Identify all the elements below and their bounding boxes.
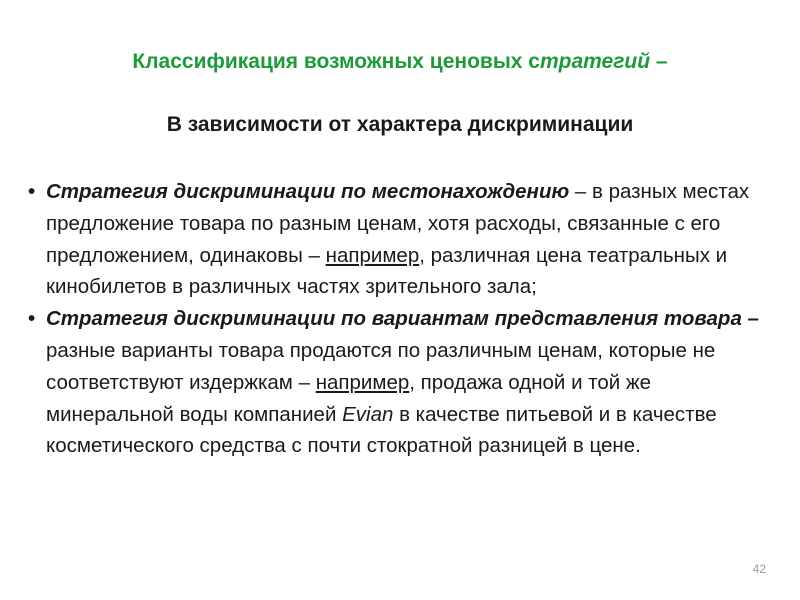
- bullet-item-location: [28, 176, 768, 303]
- bullet-text: – в разных местах предложение товара по разным ценам, хотя расходы, связанные с его предложением, одинаковы –: [46, 180, 750, 267]
- slide-title: [0, 50, 800, 74]
- bullet-list: [28, 176, 768, 462]
- bullet-heading: Стратегия дискриминации по местонахождению: [46, 180, 570, 203]
- bullet-text: , продажа одной и той же минеральной воды компанией: [46, 370, 652, 426]
- bullet-item-variants: [28, 303, 768, 462]
- example-link: например: [325, 243, 420, 267]
- bullet-text: в качестве питьевой и в качестве косметического средства с почти стократной разницей в цене.: [46, 402, 717, 458]
- bullet-marker: •: [28, 307, 36, 331]
- brand-name: Evian: [342, 402, 394, 426]
- example-link: например: [315, 370, 410, 394]
- bullet-marker: •: [28, 180, 36, 203]
- bullet-heading: Стратегия дискриминации по вариантам представления товара –: [46, 307, 759, 331]
- page-number: 42: [752, 562, 766, 576]
- bullet-text: , различная цена театральных и кинобилетов в различных частях зрительного зала;: [46, 243, 728, 299]
- bullet-text: разные варианты товара продаются по различным ценам, которые не соответствуют издержкам –: [46, 338, 716, 394]
- slide-subtitle: В зависимости от характера дискриминации: [166, 113, 634, 136]
- title-dash: –: [650, 50, 668, 73]
- title-main: Классификация возможных ценовых с: [132, 50, 540, 73]
- title-italic: тратегий: [539, 50, 651, 73]
